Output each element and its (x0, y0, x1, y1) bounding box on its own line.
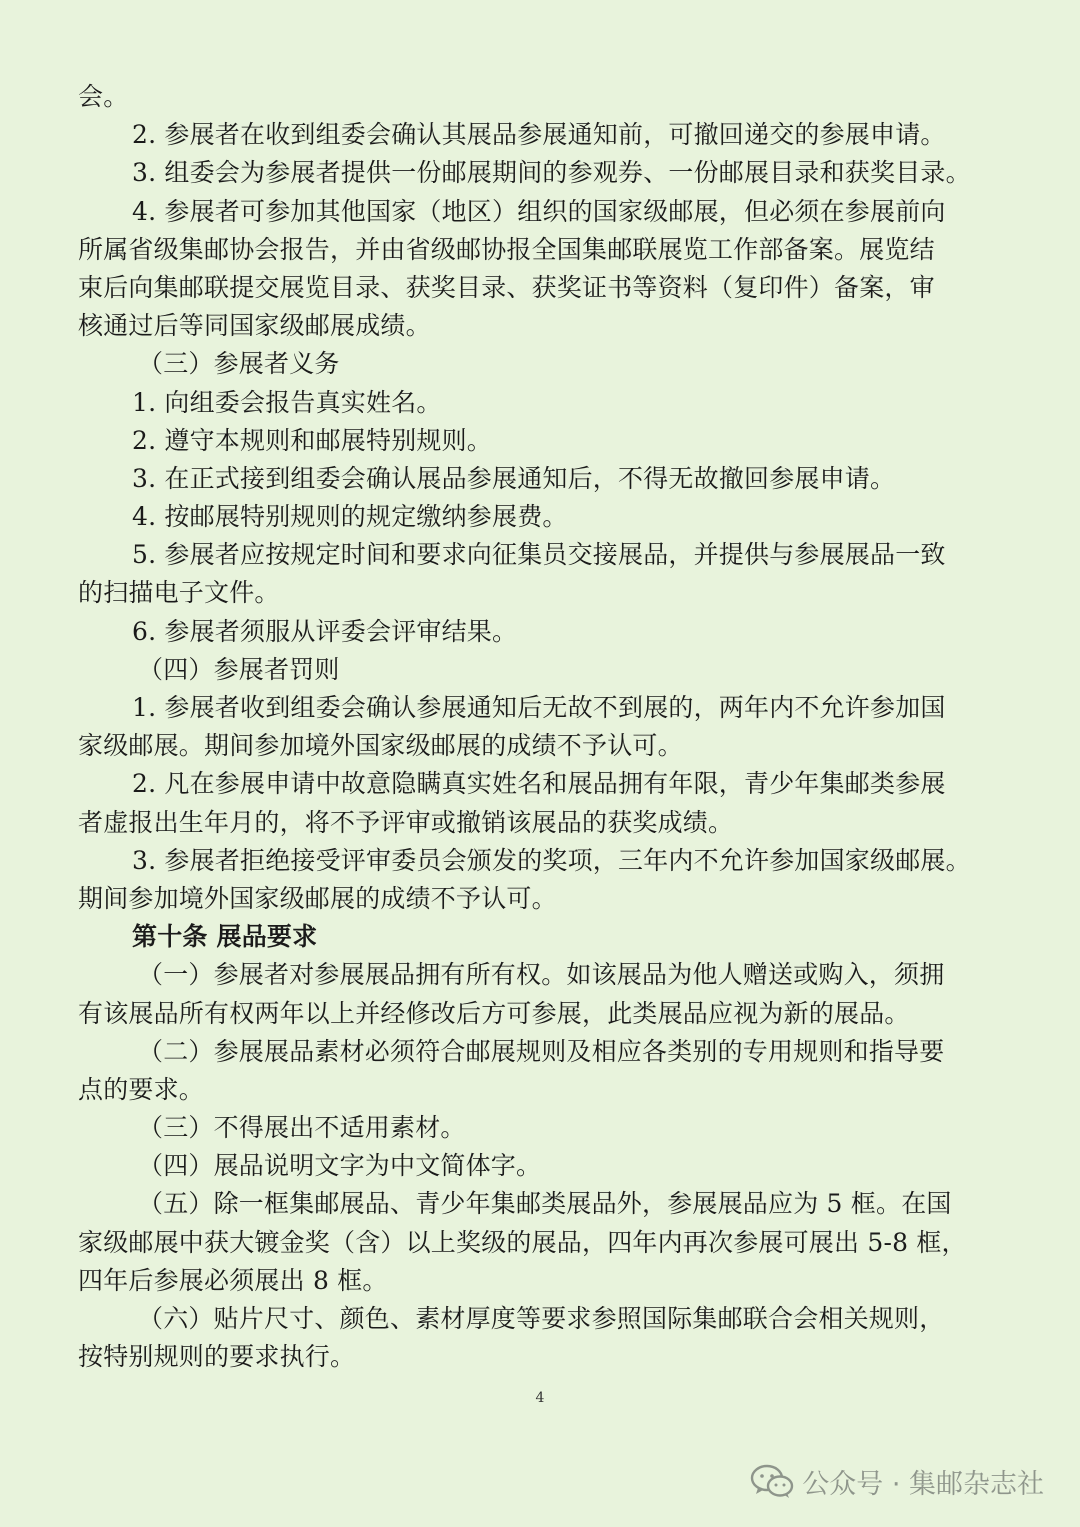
text-line: 束后向集邮联提交展览目录、获奖目录、获奖证书等资料（复印件）备案，审 (78, 272, 935, 302)
text-line: （五）除一框集邮展品、青少年集邮类展品外，参展展品应为 5 框。在国 (138, 1189, 952, 1219)
text-line: （一）参展者对参展展品拥有所有权。如该展品为他人赠送或购入，须拥 (138, 960, 945, 990)
text-line: 2. 遵守本规则和邮展特别规则。 (132, 425, 493, 455)
text-line: 6. 参展者须服从评委会评审结果。 (132, 616, 518, 646)
text-line: （二）参展展品素材必须符合邮展规则及相应各类别的专用规则和指导要 (138, 1036, 945, 1066)
page-number: 4 (535, 1390, 545, 1406)
text-line: 1. 参展者收到组委会确认参展通知后无故不到展的，两年内不允许参加国 (132, 693, 946, 722)
text-line: 点的要求。 (78, 1074, 205, 1104)
text-line: 4. 参展者可参加其他国家（地区）组织的国家级邮展，但必须在参展前向 (132, 196, 946, 226)
text-line: 者虚报出生年月的，将不予评审或撤销该展品的获奖成绩。 (78, 807, 734, 837)
document-body (78, 78, 1018, 1376)
text-line: 1. 向组委会报告真实姓名。 (132, 387, 442, 417)
text-line: （四）展品说明文字为中文简体字。 (138, 1151, 542, 1181)
article-heading: 第十条 展品要求 (132, 922, 318, 952)
text-line: 按特别规则的要求执行。 (78, 1342, 356, 1372)
text-line: 4. 按邮展特别规则的规定缴纳参展费。 (132, 502, 568, 532)
text-line: 3. 参展者拒绝接受评审委员会颁发的奖项，三年内不允许参加国家级邮展。 (132, 845, 971, 875)
text-line: （三）不得展出不适用素材。 (138, 1113, 466, 1143)
text-line: 2. 凡在参展申请中故意隐瞒真实姓名和展品拥有年限，青少年集邮类参展 (132, 769, 946, 799)
watermark (750, 1462, 1044, 1501)
watermark-text: 公众号 · 集邮杂志社 (802, 1469, 1044, 1500)
text-line: 所属省级集邮协会报告，并由省级邮协报全国集邮联展览工作部备案。展览结 (78, 234, 935, 264)
text-line: 四年后参展必须展出 8 框。 (78, 1265, 388, 1295)
text-line: 2. 参展者在收到组委会确认其展品参展通知前，可撤回递交的参展申请。 (132, 120, 946, 150)
text-line: 核通过后等同国家级邮展成绩。 (78, 311, 431, 341)
text-line: 3. 组委会为参展者提供一份邮展期间的参观券、一份邮展目录和获奖目录。 (132, 158, 971, 188)
text-line: 的扫描电子文件。 (78, 578, 280, 608)
section-heading: （四）参展者罚则 (138, 654, 340, 684)
text-line: 期间参加境外国家级邮展的成绩不予认可。 (78, 883, 557, 913)
text-line: 5. 参展者应按规定时间和要求向征集员交接展品，并提供与参展展品一致 (132, 540, 946, 570)
text-line: 家级邮展。期间参加境外国家级邮展的成绩不予认可。 (78, 731, 683, 761)
text-line: 3. 在正式接到组委会确认展品参展通知后，不得无故撤回参展申请。 (132, 463, 896, 493)
section-heading: （三）参展者义务 (138, 349, 340, 379)
text-line: 家级邮展中获大镀金奖（含）以上奖级的展品，四年内再次参展可展出 5-8 框， (78, 1227, 967, 1257)
wechat-icon (750, 1464, 794, 1500)
text-line: 会。 (78, 82, 129, 111)
text-line: 有该展品所有权两年以上并经修改后方可参展，此类展品应视为新的展品。 (78, 998, 910, 1028)
text-line: （六）贴片尺寸、颜色、素材厚度等要求参照国际集邮联合会相关规则， (138, 1304, 945, 1333)
